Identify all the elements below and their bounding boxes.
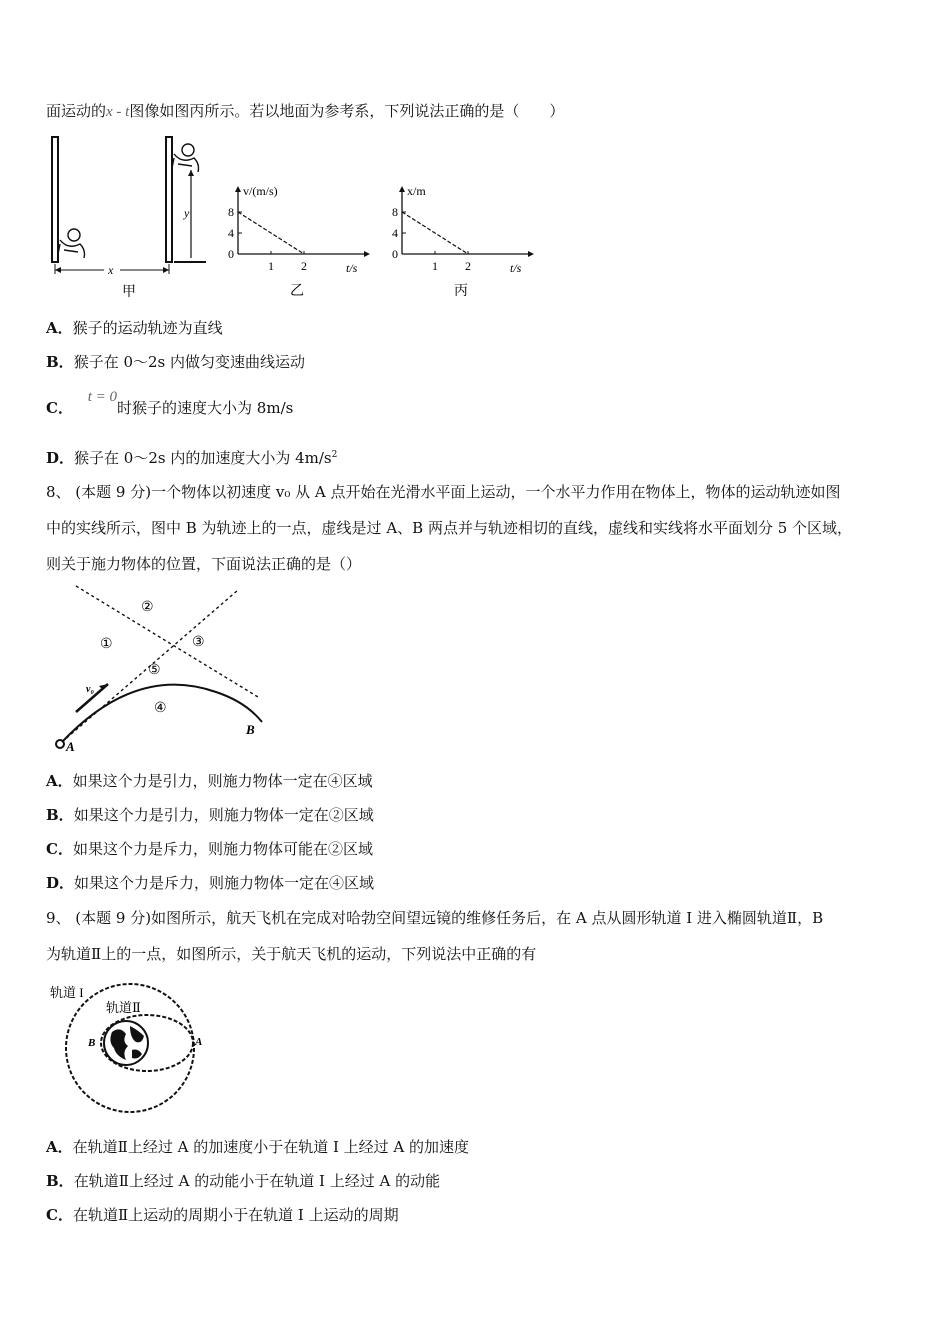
point-a-label: A: [66, 739, 75, 754]
region-2-label: ②: [141, 600, 154, 615]
yi-ytick-label: 0: [228, 247, 234, 261]
jia-y-label: y: [184, 206, 190, 220]
q7-option-b: B．猴子在 0～2s 内做匀变速曲线运动: [46, 353, 306, 371]
region-5-label: ⑤: [148, 663, 161, 678]
orbit-point-b-label: B: [88, 1037, 96, 1049]
figure-q8-trajectory: [46, 584, 276, 759]
region-1-label: ①: [100, 637, 113, 652]
q7-option-a: A．猴子的运动轨迹为直线: [46, 319, 223, 337]
q8-option-d: D．如果这个力是斥力，则施力物体一定在④区域: [46, 874, 375, 892]
q8-option-b: B．如果这个力是引力，则施力物体一定在②区域: [46, 806, 374, 824]
monkey-top-icon: [172, 144, 199, 172]
figure-q9-orbits: [46, 980, 221, 1115]
bing-xtick-label: 1: [432, 259, 438, 273]
yi-data-line: [238, 212, 304, 254]
bing-ytick-label: 0: [392, 247, 398, 261]
region-4-label: ④: [154, 701, 167, 716]
yi-y-axis-label: v/(m/s): [243, 184, 278, 198]
q9-option-c: C．在轨道Ⅱ上运动的周期小于在轨道 I 上运动的周期: [46, 1206, 399, 1224]
bing-x-axis-label: t/s: [510, 261, 522, 275]
yi-ytick-label: 4: [228, 226, 234, 240]
q8-stem-line1: 8、 (本题 9 分)一个物体以初速度 v₀ 从 A 点开始在光滑水平面上运动，一个水平力作用在物体上，物体的运动轨迹如图: [46, 483, 841, 501]
q8-option-c: C．如果这个力是斥力，则施力物体可能在②区域: [46, 840, 373, 858]
q7-stem-tail: [46, 101, 564, 122]
chart-bing: [392, 178, 542, 303]
q8-stem-line2: 中的实线所示，图中 B 为轨迹上的一点，虚线是过 A、B 两点并与轨迹相切的直线，虚线和实线将水平面划分 5 个区域，: [46, 519, 853, 537]
v0-label: v₀: [86, 684, 94, 695]
orbit-1-label: 轨道 I: [50, 985, 84, 1000]
q8-option-a: A．如果这个力是引力，则施力物体一定在④区域: [46, 772, 373, 790]
q7-option-c: C． t = 0时猴子的速度大小为 8m/s: [46, 389, 294, 417]
bing-ytick-label: 4: [392, 226, 398, 240]
yi-caption: 乙: [290, 284, 304, 299]
q7-stem-before: 面运动的: [46, 102, 107, 120]
yi-ytick-label: 8: [228, 205, 234, 219]
q7-option-d: D．猴子在 0～2s 内的加速度大小为 $4m/s^2$: [46, 449, 338, 467]
orbit-point-a-label: A: [195, 1036, 203, 1048]
region-3-label: ③: [192, 635, 205, 650]
yi-x-axis-label: t/s: [346, 261, 358, 275]
monkey-bottom-icon: [58, 229, 85, 258]
point-b-label: B: [246, 722, 255, 737]
q9-stem-line2: 为轨道Ⅱ上的一点，如图所示，关于航天飞机的运动，下列说法中正确的有: [46, 945, 537, 963]
earth-icon: [104, 1021, 148, 1065]
q9-option-a: A．在轨道Ⅱ上经过 A 的加速度小于在轨道 I 上经过 A 的加速度: [46, 1138, 470, 1156]
q9-option-b: B．在轨道Ⅱ上经过 A 的动能小于在轨道 I 上经过 A 的动能: [46, 1172, 441, 1190]
jia-x-label: x: [108, 263, 114, 277]
yi-xtick-label: 2: [301, 259, 307, 273]
q7-c-math: t = 0: [87, 389, 118, 405]
bing-data-line: [402, 212, 468, 254]
q8-stem-line3: 则关于施力物体的位置，下面说法正确的是（）: [46, 555, 362, 573]
bing-caption: 丙: [454, 284, 468, 299]
bing-ytick-label: 8: [392, 205, 398, 219]
bing-xtick-label: 2: [465, 259, 471, 273]
q9-stem-line1: 9、 (本题 9 分)如图所示，航天飞机在完成对哈勃空间望远镜的维修任务后，在 A 点从圆形轨道 I 进入椭圆轨道Ⅱ，B: [46, 909, 824, 927]
q7-stem-math: x - t: [106, 104, 130, 120]
figure-jia: [46, 132, 216, 302]
jia-caption: 甲: [122, 285, 136, 300]
yi-xtick-label: 1: [268, 259, 274, 273]
bing-y-axis-label: x/m: [407, 184, 426, 198]
chart-yi: [228, 178, 378, 303]
q7-stem-after: 图像如图丙所示。若以地面为参考系，下列说法正确的是（ ）: [129, 102, 565, 120]
orbit-2-label: 轨道Ⅱ: [106, 1000, 141, 1015]
